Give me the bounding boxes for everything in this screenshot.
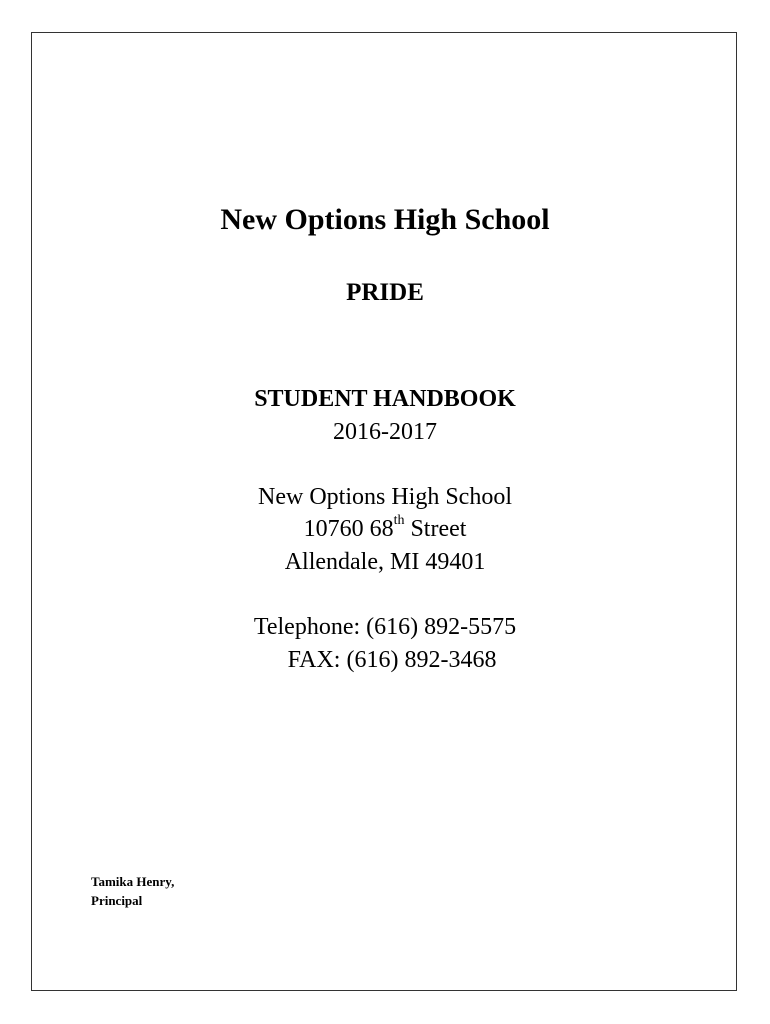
motto: PRIDE	[346, 279, 424, 306]
address-street	[0, 513, 770, 543]
telephone-line: Telephone: (616) 892-5575	[253, 614, 517, 640]
address-city-state-zip: Allendale, MI 49401	[284, 549, 486, 575]
principal-title: Principal	[91, 893, 143, 908]
school-title: New Options High School	[220, 203, 550, 236]
principal-name: Tamika Henry,	[91, 874, 175, 889]
street-name: Street	[404, 516, 467, 542]
document-title: STUDENT HANDBOOK	[254, 386, 516, 412]
street-number: 10760 68	[303, 516, 394, 542]
ordinal-suffix: th	[393, 513, 405, 528]
address-school-name: New Options High School	[258, 484, 512, 510]
page-border	[31, 32, 737, 991]
school-year: 2016-2017	[333, 419, 437, 445]
fax-line: FAX: (616) 892-3468	[287, 647, 497, 673]
